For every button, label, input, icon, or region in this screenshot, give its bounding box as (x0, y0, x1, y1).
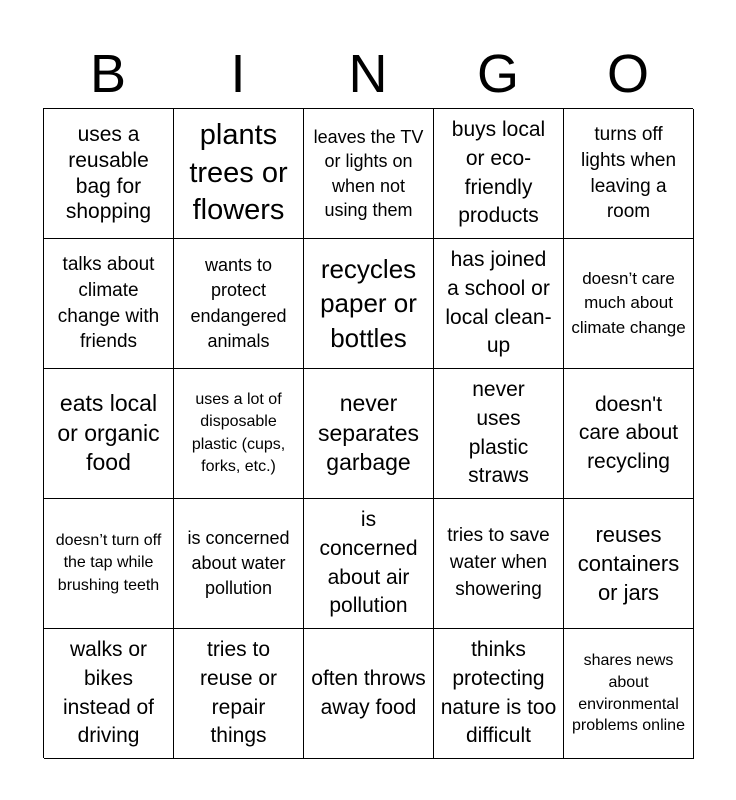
cell-text: recycles paper or bottles (320, 254, 417, 353)
cell-text: shares news about environmental problems online (572, 652, 685, 735)
cell-text: has joined a school or local clean-up (445, 247, 552, 358)
cell-text: wants to protect endangered animals (190, 255, 287, 351)
bingo-cell[interactable] (174, 369, 304, 499)
cell-text: walks or bikes instead of driving (62, 637, 155, 748)
cell-text: tries to reuse or repair things (199, 637, 278, 748)
cell-text: never uses plastic straws (468, 378, 529, 488)
bingo-cell[interactable] (434, 239, 564, 369)
bingo-cell[interactable] (564, 499, 694, 629)
bingo-cell[interactable] (44, 369, 174, 499)
bingo-header (43, 40, 693, 108)
bingo-cell[interactable] (174, 499, 304, 629)
bingo-cell[interactable] (304, 369, 434, 499)
cell-text: eats local or organic food (57, 389, 160, 476)
cell-text: doesn't care about recycling (578, 392, 679, 473)
cell-text: tries to save water when showering (447, 525, 550, 600)
cell-text: never separates garbage (317, 389, 419, 476)
header-letter-n: N (348, 44, 388, 104)
bingo-cell[interactable] (44, 239, 174, 369)
cell-text: buys local or eco-friendly products (451, 118, 546, 228)
cell-text: is concerned about air pollution (319, 508, 418, 618)
bingo-cell[interactable] (174, 239, 304, 369)
bingo-cell[interactable] (564, 369, 694, 499)
bingo-cell[interactable] (434, 109, 564, 239)
bingo-cell[interactable] (434, 499, 564, 629)
bingo-cell[interactable] (304, 239, 434, 369)
bingo-cell[interactable] (44, 109, 174, 239)
cell-text: plants trees or flowers (189, 118, 288, 227)
cell-text: doesn’t care much about climate change (571, 269, 686, 337)
cell-text: thinks protecting nature is too difficult (440, 638, 557, 748)
bingo-cell[interactable] (434, 629, 564, 759)
bingo-board (43, 108, 693, 758)
bingo-cell[interactable] (174, 109, 304, 239)
bingo-cell[interactable] (44, 629, 174, 759)
bingo-cell[interactable] (434, 369, 564, 499)
header-letter-o: O (606, 44, 649, 104)
cell-text: turns off lights when leaving a room (580, 123, 677, 223)
header-letter-b: B (89, 44, 127, 104)
bingo-cell[interactable] (564, 239, 694, 369)
cell-text: reuses containers or jars (577, 521, 680, 606)
cell-text: often throws away food (311, 666, 426, 719)
header-letter-g: G (476, 44, 519, 104)
bingo-cell[interactable] (304, 109, 434, 239)
cell-text: talks about climate change with friends (57, 253, 160, 353)
cell-text: uses a lot of disposable plastic (cups, forks, etc.) (191, 390, 286, 475)
cell-text: uses a reusable bag for shopping (65, 123, 152, 224)
bingo-cell[interactable] (44, 499, 174, 629)
cell-text: is concerned about water pollution (187, 527, 290, 599)
bingo-cell[interactable] (174, 629, 304, 759)
bingo-cell[interactable] (564, 109, 694, 239)
header-letter-i: I (230, 44, 246, 104)
cell-text: doesn’t turn off the tap while brushing teeth (55, 532, 162, 594)
bingo-cell[interactable] (564, 629, 694, 759)
cell-text: leaves the TV or lights on when not using them (313, 126, 424, 220)
bingo-cell[interactable] (304, 499, 434, 629)
bingo-cell[interactable] (304, 629, 434, 759)
